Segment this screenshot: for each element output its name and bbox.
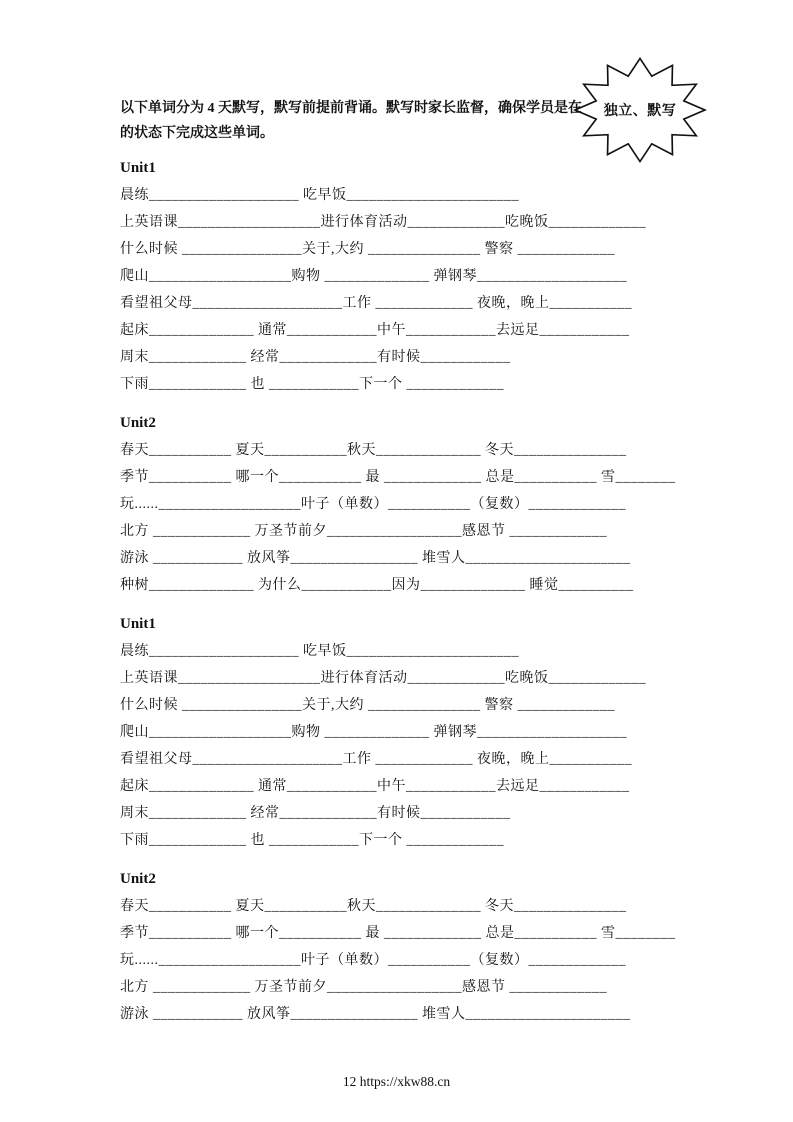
word-row: 季节___________ 哪一个___________ 最 _____________ 总是___________ 雪________ [120, 926, 676, 941]
section-title: Unit1 [120, 616, 156, 632]
word-row: 玩......___________________叶子（单数）___________（复数）_____________ [120, 497, 626, 512]
section-unit1-second [120, 611, 693, 854]
word-row: 季节___________ 哪一个___________ 最 _____________ 总是___________ 雪________ [120, 470, 676, 485]
word-row: 种树______________ 为什么____________因为______________ 睡觉__________ [120, 578, 634, 593]
word-row: 游泳 ____________ 放风筝_________________ 堆雪人______________________ [120, 1007, 631, 1022]
word-row: 下雨_____________ 也 ____________下一个 _____________ [120, 377, 504, 392]
word-row: 起床______________ 通常____________中午____________去远足____________ [120, 779, 630, 794]
section-title: Unit1 [120, 160, 156, 176]
word-row: 春天___________ 夏天___________秋天______________ 冬天_______________ [120, 899, 627, 914]
section-title: Unit2 [120, 871, 156, 887]
starburst-text: 独立、默写 [603, 104, 677, 119]
word-row: 看望祖父母____________________工作 _____________ 夜晚，晚上___________ [120, 752, 632, 767]
word-row: 周末_____________ 经常_____________有时候____________ [120, 350, 511, 365]
word-row: 北方 _____________ 万圣节前夕__________________感恩节 _____________ [120, 524, 607, 539]
word-row: 上英语课___________________进行体育活动_____________吃晚饭_____________ [120, 671, 646, 686]
worksheet-content [120, 96, 693, 1028]
word-row: 下雨_____________ 也 ____________下一个 _____________ [120, 833, 504, 848]
page-footer: 12 https://xkw88.cn [342, 1074, 451, 1089]
word-row: 游泳 ____________ 放风筝_________________ 堆雪人______________________ [120, 551, 631, 566]
instructions-line1: 以下单词分为 4 天默写，默写前提前背诵。默写时家长监督，确保学员是在 [120, 101, 582, 116]
word-row: 春天___________ 夏天___________秋天______________ 冬天_______________ [120, 443, 627, 458]
word-row: 看望祖父母____________________工作 _____________ 夜晚，晚上___________ [120, 296, 632, 311]
word-row: 爬山___________________购物 ______________ 弹钢琴____________________ [120, 269, 627, 284]
section-title: Unit2 [120, 415, 156, 431]
instructions [120, 96, 693, 146]
section-unit2-first [120, 410, 693, 599]
section-unit2-second [120, 866, 693, 1028]
word-row: 晨练____________________ 吃早饭_______________________ [120, 188, 519, 203]
word-row: 起床______________ 通常____________中午____________去远足____________ [120, 323, 630, 338]
word-row: 爬山___________________购物 ______________ 弹钢琴____________________ [120, 725, 627, 740]
word-row: 什么时候 ________________关于,大约 _______________ 警察 _____________ [120, 242, 615, 257]
instructions-line2: 的状态下完成这些单词。 [120, 126, 274, 141]
word-row: 晨练____________________ 吃早饭_______________________ [120, 644, 519, 659]
word-row: 玩......___________________叶子（单数）___________（复数）_____________ [120, 953, 626, 968]
word-row: 什么时候 ________________关于,大约 _______________ 警察 _____________ [120, 698, 615, 713]
word-row: 上英语课___________________进行体育活动_____________吃晚饭_____________ [120, 215, 646, 230]
section-unit1-first [120, 155, 693, 398]
word-row: 周末_____________ 经常_____________有时候____________ [120, 806, 511, 821]
word-row: 北方 _____________ 万圣节前夕__________________感恩节 _____________ [120, 980, 607, 995]
